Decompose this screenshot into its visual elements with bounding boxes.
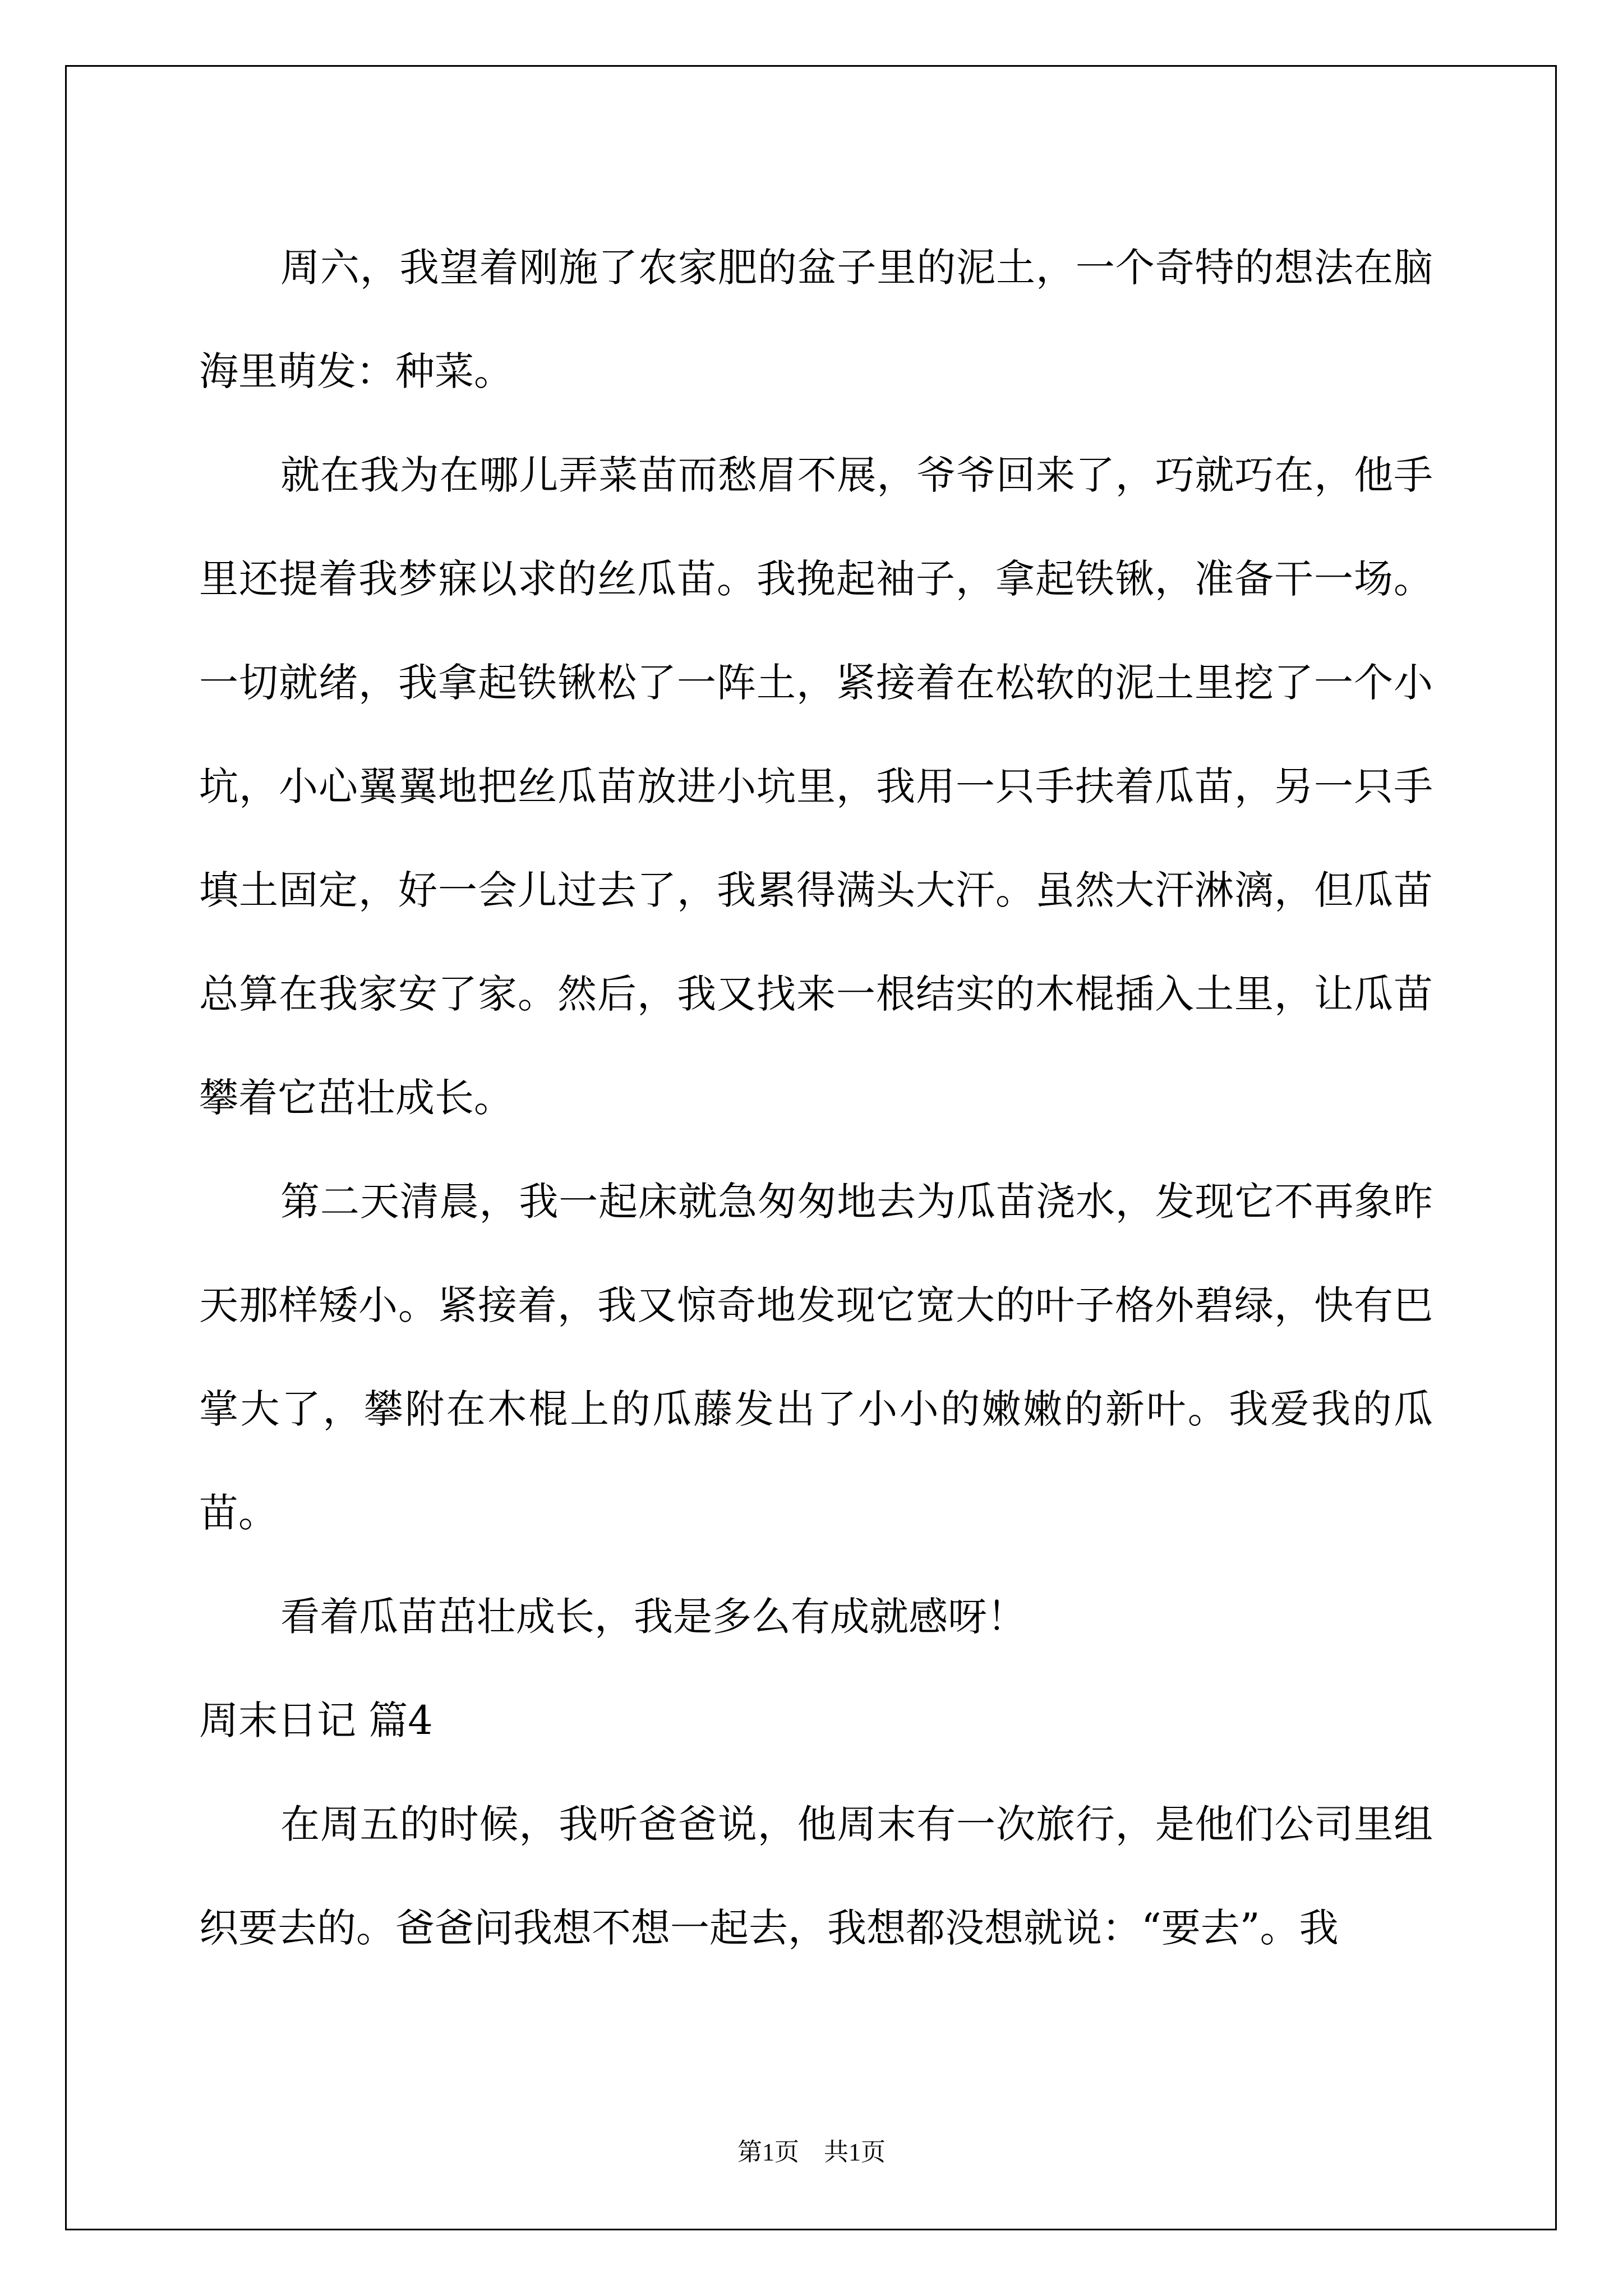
paragraph-1: 周六，我望着刚施了农家肥的盆子里的泥土，一个奇特的想法在脑海里萌发：种菜。 <box>199 245 1433 394</box>
paragraph-4: 看着瓜苗茁壮成长，我是多么有成就感呀！ <box>280 1594 1026 1640</box>
page-footer: 第1页 共1页 <box>737 2138 886 2166</box>
paragraph-5: 在周五的时候，我听爸爸说，他周末有一次旅行，是他们公司里组织要去的。爸爸问我想不想一起去，我想都没想就说：“要去”。我 <box>199 1801 1433 1951</box>
section-heading: 周末日记 篇4 <box>199 1697 433 1743</box>
paragraph-2: 就在我为在哪儿弄菜苗而愁眉不展，爷爷回来了，巧就巧在，他手里还提着我梦寐以求的丝瓜苗。我挽起袖子，拿起铁锹，准备干一场。一切就绪，我拿起铁锹松了一阵土，紧接着在松软的泥土里挖了一个小坑，小心翼翼地把丝瓜苗放进小坑里，我用一只手扶着瓜苗，另一只手填土固定，好一会儿过去了，我累得满头大汗。虽然大汗淋漓，但瓜苗总算在我家安了家。然后，我又找来一根结实的木棍插入土里，让瓜苗攀着它茁壮成长。 <box>199 452 1433 1121</box>
paragraph-3: 第二天清晨，我一起床就急匆匆地去为瓜苗浇水，发现它不再象昨天那样矮小。紧接着，我又惊奇地发现它宽大的叶子格外碧绿，快有巴掌大了，攀附在木棍上的瓜藤发出了小小的嫩嫩的新叶。我爱我的瓜苗。 <box>199 1179 1433 1536</box>
document-body <box>199 216 1433 1980</box>
